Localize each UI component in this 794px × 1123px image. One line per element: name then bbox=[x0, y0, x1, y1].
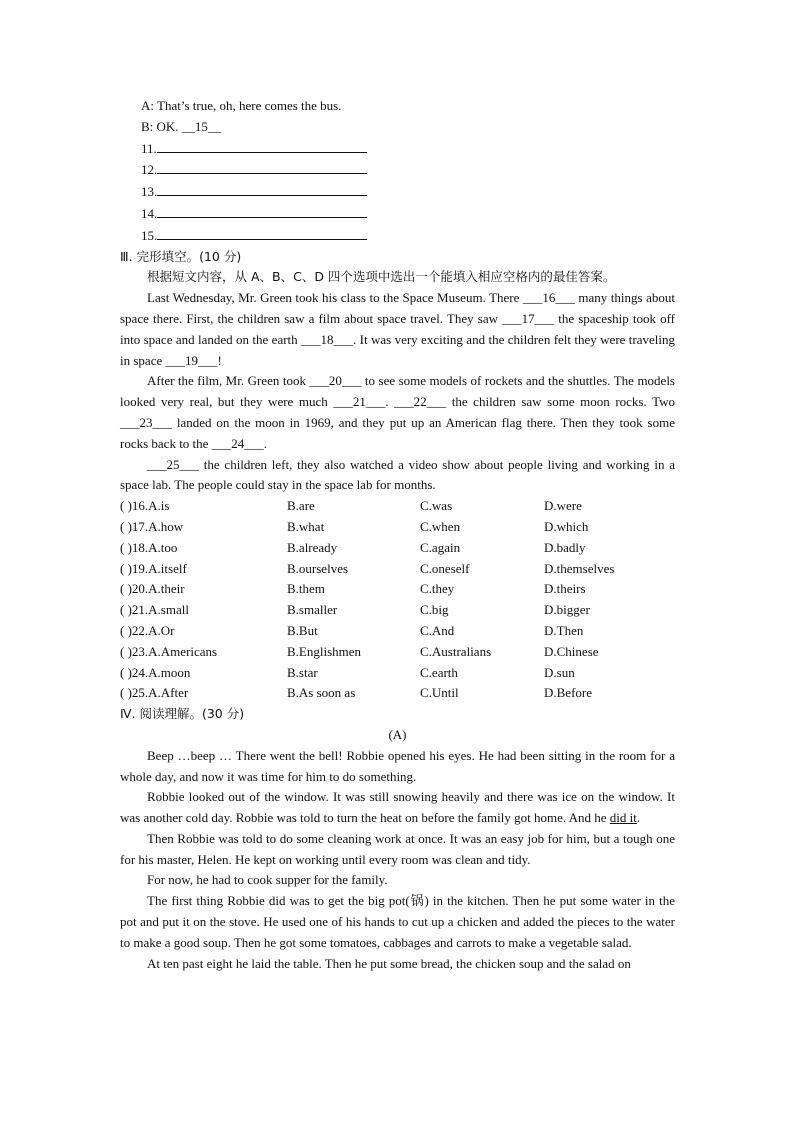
option-a[interactable]: ( )16.A.is bbox=[120, 498, 170, 514]
option-d[interactable]: D.Before bbox=[544, 685, 593, 701]
cloze-paragraph-3: ___25___ the children left, they also watched a video show about people living and working in a space lab. The people could stay in the space lab for months. bbox=[120, 456, 675, 493]
option-a[interactable]: ( )24.A.moon bbox=[120, 664, 191, 680]
option-c[interactable]: C.they bbox=[420, 581, 455, 597]
option-c[interactable]: C.again bbox=[420, 539, 461, 555]
option-row-20 bbox=[120, 579, 675, 600]
underlined-phrase: did it bbox=[609, 810, 637, 826]
answer-line-12[interactable] bbox=[120, 159, 675, 181]
reading-paragraph-2 bbox=[120, 787, 675, 829]
option-c[interactable]: C.was bbox=[420, 498, 453, 514]
option-b[interactable]: B.smaller bbox=[287, 602, 338, 618]
options-list bbox=[120, 496, 675, 704]
option-d[interactable]: D.Chinese bbox=[544, 643, 599, 659]
dialogue-line-a: A: That’s true, oh, here comes the bus. bbox=[141, 98, 342, 113]
reading-paragraph-6: At ten past eight he laid the table. Then he put some bread, the chicken soup and the salad on bbox=[147, 955, 631, 971]
dialogue-line-b bbox=[120, 117, 675, 138]
section-3-instruction: 根据短文内容，从 A、B、C、D 四个选项中选出一个能填入相应空格内的最佳答案。 bbox=[147, 269, 616, 285]
answer-line-13[interactable] bbox=[120, 181, 675, 203]
option-row-18 bbox=[120, 538, 675, 559]
reading-paragraph-5: The first thing Robbie did was to get the big pot(锅) in the kitchen. Then he put some water in the pot and put it on the stove. He used one of his hands to cut up a chicken and added the pieces to the water to make a good soup. Then he got some tomatoes, cabbages and carrots to make a vegetable salad. bbox=[120, 893, 675, 950]
option-d[interactable]: D.sun bbox=[544, 664, 575, 680]
option-d[interactable]: D.themselves bbox=[544, 560, 615, 576]
option-a[interactable]: ( )19.A.itself bbox=[120, 560, 187, 576]
passage-label: (A) bbox=[388, 726, 407, 742]
answer-blank[interactable] bbox=[157, 138, 367, 153]
section-3-heading: Ⅲ. 完形填空。(10 分) bbox=[120, 248, 242, 264]
option-row-25 bbox=[120, 683, 675, 704]
option-row-21 bbox=[120, 600, 675, 621]
answer-blank[interactable] bbox=[157, 203, 367, 218]
option-b[interactable]: B.But bbox=[287, 622, 318, 638]
option-d[interactable]: D.were bbox=[544, 498, 582, 514]
option-a[interactable]: ( )18.A.too bbox=[120, 539, 178, 555]
option-d[interactable]: D.Then bbox=[544, 622, 584, 638]
cloze-paragraph-1: Last Wednesday, Mr. Green took his class to the Space Museum. There ___16___ many things about space there. First, the children saw a film about space travel. They saw ___17___ the spaceship took off into space and landed on the earth ___18___. It was very exciting and the children felt they were traveling in space ___19___! bbox=[120, 290, 675, 368]
cloze-paragraph-2: After the film, Mr. Green took ___20___ to see some models of rockets and the shuttles. The models looked very real, but they were much ___21___. ___22___ the children saw some moon rocks. Two ___23___ landed on the moon in 1969, and they put up an American flag there. Then they took some rocks back to the ___24___. bbox=[120, 373, 675, 451]
option-a[interactable]: ( )21.A.small bbox=[120, 602, 189, 618]
option-c[interactable]: C.when bbox=[420, 518, 461, 534]
option-c[interactable]: C.oneself bbox=[420, 560, 470, 576]
option-row-19 bbox=[120, 559, 675, 580]
answer-number: 14. bbox=[141, 205, 158, 221]
blank-15: __15__ bbox=[181, 118, 221, 134]
answer-number: 12. bbox=[141, 162, 158, 178]
option-d[interactable]: D.theirs bbox=[544, 581, 586, 597]
option-d[interactable]: D.badly bbox=[544, 539, 586, 555]
option-a[interactable]: ( )22.A.Or bbox=[120, 622, 175, 638]
answer-line-14[interactable] bbox=[120, 203, 675, 225]
option-b[interactable]: B.star bbox=[287, 664, 318, 680]
answer-blank[interactable] bbox=[157, 159, 367, 174]
answer-blank[interactable] bbox=[157, 225, 367, 240]
answer-line-15[interactable] bbox=[120, 225, 675, 247]
option-a[interactable]: ( )23.A.Americans bbox=[120, 643, 218, 659]
reading-paragraph-4: For now, he had to cook supper for the family. bbox=[147, 872, 388, 888]
answer-line-11[interactable] bbox=[120, 138, 675, 160]
option-b[interactable]: B.are bbox=[287, 498, 315, 514]
option-b[interactable]: B.already bbox=[287, 539, 338, 555]
reading-paragraph-2-text: Robbie looked out of the window. It was still snowing heavily and there was ice on the window. It was another cold day. Robbie was told to turn the heat on before the family got home. And he bbox=[120, 789, 675, 826]
answer-number: 11. bbox=[141, 140, 157, 156]
reading-paragraph-3: Then Robbie was told to do some cleaning work at once. It was an easy job for him, but a tough one for his master, Helen. He kept on working until every room was clean and tidy. bbox=[120, 830, 675, 867]
option-row-17 bbox=[120, 517, 675, 538]
exam-page bbox=[120, 96, 675, 974]
option-row-24 bbox=[120, 663, 675, 684]
option-a[interactable]: ( )17.A.how bbox=[120, 518, 184, 534]
option-d[interactable]: D.bigger bbox=[544, 602, 590, 618]
option-row-16 bbox=[120, 496, 675, 517]
option-c[interactable]: C.Australians bbox=[420, 643, 492, 659]
option-d[interactable]: D.which bbox=[544, 518, 589, 534]
option-a[interactable]: ( )25.A.After bbox=[120, 685, 189, 701]
option-c[interactable]: C.big bbox=[420, 602, 449, 618]
option-c[interactable]: C.earth bbox=[420, 664, 458, 680]
option-a[interactable]: ( )20.A.their bbox=[120, 581, 185, 597]
option-b[interactable]: B.ourselves bbox=[287, 560, 349, 576]
option-c[interactable]: C.Until bbox=[420, 685, 459, 701]
answer-number: 15. bbox=[141, 227, 158, 243]
dialogue-line-b-text: B: OK. bbox=[141, 118, 182, 134]
answer-blank[interactable] bbox=[157, 181, 367, 196]
option-c[interactable]: C.And bbox=[420, 622, 455, 638]
section-4-heading: Ⅳ. 阅读理解。(30 分) bbox=[120, 706, 245, 722]
reading-paragraph-1: Beep …beep … There went the bell! Robbie opened his eyes. He had been sitting in the room for a whole day, and now it was time for him to do something. bbox=[120, 747, 675, 784]
option-b[interactable]: B.Englishmen bbox=[287, 643, 362, 659]
option-b[interactable]: B.what bbox=[287, 518, 325, 534]
option-row-22 bbox=[120, 621, 675, 642]
answer-number: 13. bbox=[141, 184, 158, 200]
option-b[interactable]: B.them bbox=[287, 581, 325, 597]
reading-paragraph-2-end: . bbox=[636, 810, 641, 826]
option-b[interactable]: B.As soon as bbox=[287, 685, 356, 701]
option-row-23 bbox=[120, 642, 675, 663]
